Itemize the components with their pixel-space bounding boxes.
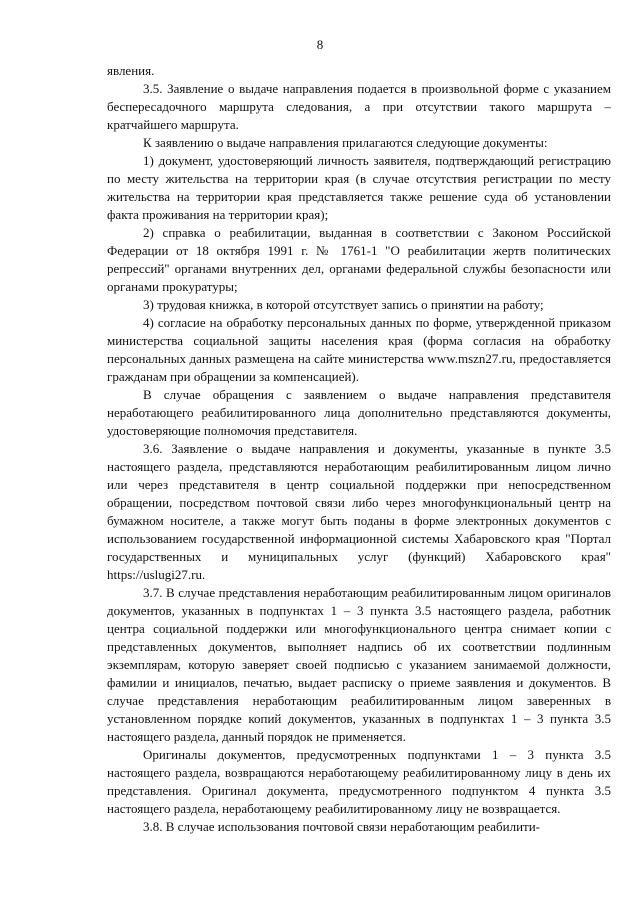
page-content: [107, 62, 611, 836]
paragraph-representative: В случае обращения с заявлением о выдаче направления представителя неработающего реабилитированного лица дополнительно представляются документы, удостоверяющие полномочия представителя.: [107, 387, 611, 438]
list-item-2: 2) справка о реабилитации, выданная в соответствии с Законом Российской Федерации от 18 октября 1991 г. № 1761-1 "О реабилитации жертв политических репрессий" органами внутренних дел, органами федеральной службы безопасности или органами прокуратуры;: [107, 225, 611, 294]
list-item-3: 3) трудовая книжка, в которой отсутствует запись о принятии на работу;: [143, 297, 544, 312]
paragraph-3-5: 3.5. Заявление о выдаче направления подается в произвольной форме с указанием беспересадочного маршрута следования, а при отсутствии такого маршрута – кратчайшего маршрута.: [107, 81, 611, 132]
paragraph-documents-intro: К заявлению о выдаче направления прилагаются следующие документы:: [143, 135, 548, 150]
paragraph-3-8: 3.8. В случае использования почтовой связи неработающим реабилити-: [143, 819, 540, 834]
list-item-4: 4) согласие на обработку персональных данных по форме, утвержденной приказом министерства социальной защиты населения края (форма согласия на обработку персональных данных размещена на сайте министерства www.mszn27.ru, предоставляется гражданам при обращении за компенсацией).: [107, 315, 611, 384]
page-number: 8: [316, 37, 324, 52]
paragraph-3-6: 3.6. Заявление о выдаче направления и документы, указанные в пункте 3.5 настоящего раздела, представляются неработающим реабилитированным лицом лично или через представителя в центр социальной поддержки при непосредственном обращении, посредством почтовой связи либо через многофункциональный центр на бумажном носителе, а также могут быть поданы в форме электронных документов с использованием государственной информационной системы Хабаровского края "Портал государственных и муниципальных услуг (функций) Хабаровского края" https://uslugi27.ru.: [107, 441, 611, 582]
list-item-1: 1) документ, удостоверяющий личность заявителя, подтверждающий регистрацию по месту жительства на территории края (в случае отсутствия регистрации по месту жительства на территории края представляется также решение суда об установлении факта проживания на территории края);: [107, 153, 611, 222]
paragraph-originals: Оригиналы документов, предусмотренных подпунктами 1 – 3 пункта 3.5 настоящего раздела, возвращаются неработающему реабилитированному лицу в день их представления. Оригинал документа, предусмотренного подпунктом 4 пункта 3.5 настоящего раздела, неработающему реабилитированному лицу не возвращается.: [107, 747, 611, 816]
paragraph-continuation: явления.: [107, 63, 155, 78]
paragraph-3-7: 3.7. В случае представления неработающим реабилитированным лицом оригиналов документов, указанных в подпунктах 1 – 3 пункта 3.5 настоящего раздела, работник центра социальной поддержки или многофункционального центра снимает копии с представленных документов, выполняет надпись об их соответствии подлинным экземплярам, которую заверяет своей подписью с указанием занимаемой должности, фамилии и инициалов, печатью, выдает расписку о приеме заявления и документов. В случае представления неработающим реабилитированным лицом заверенных в установленном порядке копий документов, указанных в подпунктах 1 – 3 пункта 3.5 настоящего раздела, данный порядок не применяется.: [107, 585, 611, 744]
